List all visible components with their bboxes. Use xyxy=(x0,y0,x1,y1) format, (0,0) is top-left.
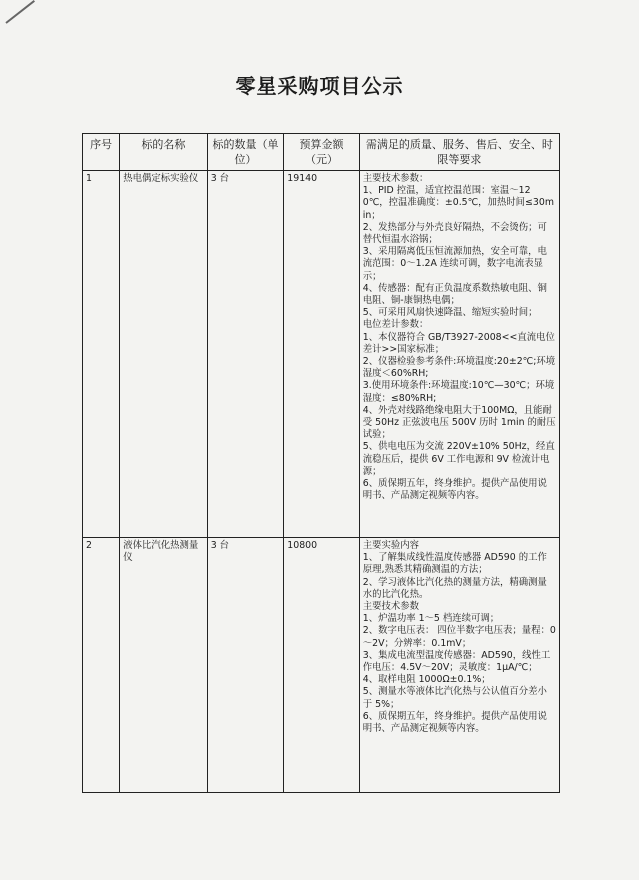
table-row xyxy=(83,538,560,793)
page-title: 零星采购项目公示 xyxy=(235,74,404,98)
header-quantity: 标的数量（单位） xyxy=(207,134,284,171)
table-row xyxy=(83,171,560,538)
row-requirements xyxy=(359,171,559,538)
requirement-line: 1、本仪器符合 GB/T3927-2008<<直流电位差计>>国家标准； xyxy=(362,331,555,355)
requirement-line: 电位差计参数： xyxy=(362,319,429,331)
row-no: 2 xyxy=(83,538,120,793)
requirement-line: 5、可采用风扇快速降温、缩短实验时间； xyxy=(362,307,538,319)
requirement-line: 3.使用环境条件:环境温度:10℃—30℃；环境湿度：≤80%RH; xyxy=(362,380,555,404)
requirement-line: 2、仪器检验参考条件:环境温度:20±2℃;环境湿度＜60%RH; xyxy=(362,356,556,380)
row-name: 液体比汽化热测量仪 xyxy=(120,538,208,793)
row-budget: 19140 xyxy=(284,171,359,538)
requirement-line: 2、发热部分与外壳良好隔热，不会烫伤；可替代恒温水浴锅； xyxy=(362,221,547,246)
requirement-line: 3、采用隔离低压恒流源加热，安全可靠，电流范围：0～1.2A 连续可调，数字电流表显示； xyxy=(362,246,547,282)
requirement-line: 1、PID 控温，适宜控温范围：室温～120℃，控温准确度：±0.5℃，加热时间≤30min； xyxy=(362,185,554,221)
row-quantity: 3 台 xyxy=(207,171,284,538)
requirement-line: 2、学习液体比汽化热的测量方法，精确测量水的比汽化热。 xyxy=(362,576,547,600)
row-name: 热电偶定标实验仪 xyxy=(120,171,208,538)
requirement-line: 主要实验内容 xyxy=(362,540,420,551)
requirement-line: 主要技术参数 xyxy=(362,601,420,613)
row-no: 1 xyxy=(83,171,120,538)
header-requirements: 需满足的质量、服务、售后、安全、时限等要求 xyxy=(359,134,559,171)
requirement-line: 4、外壳对线路绝缘电阻大于100MΩ，且能耐受 50Hz 正弦波电压 500V 历时 1min 的耐压试验； xyxy=(362,404,556,441)
row-quantity: 3 台 xyxy=(207,538,284,793)
requirement-line: 1、炉温功率 1～5 档连续可调； xyxy=(362,613,500,625)
requirement-line: 4、传感器：配有正负温度系数热敏电阻、铜电阻、铜-康铜热电偶； xyxy=(362,282,547,307)
requirement-line: 6、质保期五年，终身维护。提供产品使用说明书、产品测定视频等内容。 xyxy=(362,478,547,502)
table-header-row xyxy=(83,134,560,171)
requirement-line: 4、取样电阻 1000Ω±0.1%； xyxy=(362,674,491,686)
procurement-table xyxy=(82,133,560,793)
requirement-line: 6、质保期五年，终身维护。提供产品使用说明书、产品测定视频等内容。 xyxy=(362,710,547,735)
header-budget: 预算金额（元） xyxy=(284,134,359,171)
requirement-line: 1、了解集成线性温度传感器 AD590 的工作原理,熟悉其精确测温的方法； xyxy=(362,552,547,576)
requirement-line: 5、测量水等液体比汽化热与公认值百分差小于 5%； xyxy=(362,686,547,710)
requirement-line: 5、供电电压为交流 220V±10% 50Hz，经直流稳压后，提供 6V 工作电源和 9V 检流计电源； xyxy=(362,441,555,477)
scan-pen-mark xyxy=(5,0,35,24)
requirement-line: 3、集成电流型温度传感器：AD590，线性工作电压：4.5V～20V；灵敏度：1μA/℃； xyxy=(362,649,551,674)
row-requirements xyxy=(359,538,559,793)
header-no: 序号 xyxy=(83,134,120,171)
row-budget: 10800 xyxy=(284,538,359,793)
requirement-line: 2、数字电压表： 四位半数字电压表；量程：0～2V；分辨率：0.1mV； xyxy=(362,625,556,649)
requirement-line: 主要技术参数： xyxy=(362,173,429,184)
header-name: 标的名称 xyxy=(120,134,208,171)
